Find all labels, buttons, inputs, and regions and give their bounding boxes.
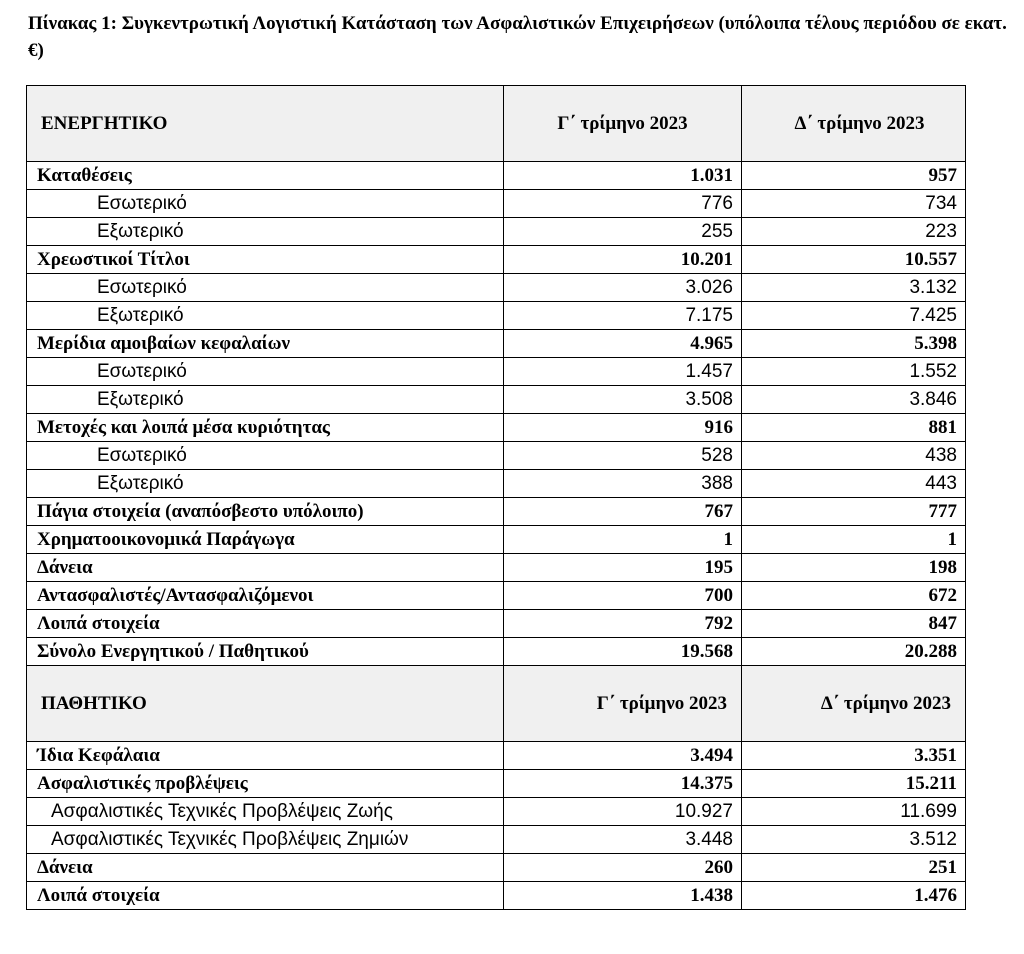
assets-row-q4-value: 7.425 (742, 302, 966, 330)
assets-row (27, 246, 966, 274)
assets-row (27, 442, 966, 470)
liabilities-row-q4-value: 3.512 (742, 826, 966, 854)
assets-row-label: Εξωτερικό (27, 302, 504, 330)
assets-row-q3-value: 388 (504, 470, 742, 498)
liabilities-row (27, 770, 966, 798)
assets-row (27, 274, 966, 302)
assets-row (27, 414, 966, 442)
assets-row-label: Εσωτερικό (27, 358, 504, 386)
assets-row (27, 554, 966, 582)
assets-row-q4-value: 3.846 (742, 386, 966, 414)
assets-row (27, 218, 966, 246)
assets-row-q3-value: 767 (504, 498, 742, 526)
liabilities-row-label: Λοιπά στοιχεία (27, 882, 504, 910)
assets-row-label: Μετοχές και λοιπά μέσα κυριότητας (27, 414, 504, 442)
assets-header-row (27, 86, 966, 162)
assets-row (27, 162, 966, 190)
liabilities-row (27, 798, 966, 826)
liabilities-row-q4-value: 3.351 (742, 742, 966, 770)
assets-row-q4-value: 198 (742, 554, 966, 582)
assets-row-label: Καταθέσεις (27, 162, 504, 190)
assets-header-q4: Δ΄ τρίμηνο 2023 (742, 86, 966, 162)
assets-row-q4-value: 223 (742, 218, 966, 246)
liabilities-row-q4-value: 251 (742, 854, 966, 882)
assets-header-q3: Γ΄ τρίμηνο 2023 (504, 86, 742, 162)
assets-row (27, 358, 966, 386)
liabilities-row-q3-value: 3.494 (504, 742, 742, 770)
assets-row-label: Εσωτερικό (27, 190, 504, 218)
assets-row-q4-value: 438 (742, 442, 966, 470)
assets-row-label: Πάγια στοιχεία (αναπόσβεστο υπόλοιπο) (27, 498, 504, 526)
liabilities-row-label: Ίδια Κεφάλαια (27, 742, 504, 770)
assets-row-label: Εξωτερικό (27, 386, 504, 414)
assets-row-label: Μερίδια αμοιβαίων κεφαλαίων (27, 330, 504, 358)
table-caption: Πίνακας 1: Συγκεντρωτική Λογιστική Κατάσταση των Ασφαλιστικών Επιχειρήσεων (υπόλοιπα τέλους περιόδου σε εκατ. €) (28, 13, 1007, 61)
assets-row-q3-value: 776 (504, 190, 742, 218)
assets-row-q3-value: 916 (504, 414, 742, 442)
assets-row (27, 498, 966, 526)
assets-row-label: Χρηματοοικονομικά Παράγωγα (27, 526, 504, 554)
assets-row-q4-value: 443 (742, 470, 966, 498)
assets-row-q4-value: 1.552 (742, 358, 966, 386)
liabilities-row (27, 826, 966, 854)
assets-row-label: Σύνολο Ενεργητικού / Παθητικού (27, 638, 504, 666)
assets-row-q4-value: 777 (742, 498, 966, 526)
liabilities-row-q3-value: 14.375 (504, 770, 742, 798)
assets-header-label: ΕΝΕΡΓΗΤΙΚΟ (27, 86, 504, 162)
assets-row-label: Εξωτερικό (27, 218, 504, 246)
assets-row-label: Δάνεια (27, 554, 504, 582)
assets-row-q4-value: 734 (742, 190, 966, 218)
assets-row (27, 526, 966, 554)
liabilities-header-q4: Δ΄ τρίμηνο 2023 (742, 666, 966, 742)
assets-row (27, 330, 966, 358)
assets-row-label: Αντασφαλιστές/Αντασφαλιζόμενοι (27, 582, 504, 610)
liabilities-row-q4-value: 1.476 (742, 882, 966, 910)
assets-row-q4-value: 957 (742, 162, 966, 190)
assets-row-label: Χρεωστικοί Τίτλοι (27, 246, 504, 274)
assets-row-q4-value: 881 (742, 414, 966, 442)
liabilities-row-label: Ασφαλιστικές Τεχνικές Προβλέψεις Ζημιών (27, 826, 504, 854)
assets-row-q3-value: 19.568 (504, 638, 742, 666)
liabilities-row-q3-value: 10.927 (504, 798, 742, 826)
assets-row-q3-value: 1 (504, 526, 742, 554)
liabilities-header-label: ΠΑΘΗΤΙΚΟ (27, 666, 504, 742)
assets-row-q3-value: 4.965 (504, 330, 742, 358)
liabilities-row-label: Ασφαλιστικές Τεχνικές Προβλέψεις Ζωής (27, 798, 504, 826)
liabilities-row-q4-value: 11.699 (742, 798, 966, 826)
assets-row-label: Εξωτερικό (27, 470, 504, 498)
liabilities-row-q4-value: 15.211 (742, 770, 966, 798)
assets-row-q3-value: 3.026 (504, 274, 742, 302)
assets-row-q3-value: 3.508 (504, 386, 742, 414)
assets-row-label: Εσωτερικό (27, 274, 504, 302)
assets-row-q3-value: 1.031 (504, 162, 742, 190)
assets-row (27, 190, 966, 218)
assets-row-q4-value: 5.398 (742, 330, 966, 358)
assets-row (27, 386, 966, 414)
assets-row (27, 582, 966, 610)
liabilities-row-q3-value: 260 (504, 854, 742, 882)
assets-row-q4-value: 1 (742, 526, 966, 554)
balance-sheet-table (26, 85, 966, 910)
assets-row-q4-value: 20.288 (742, 638, 966, 666)
assets-row-q3-value: 792 (504, 610, 742, 638)
liabilities-row-q3-value: 3.448 (504, 826, 742, 854)
liabilities-row (27, 742, 966, 770)
assets-row-q3-value: 7.175 (504, 302, 742, 330)
assets-row-q4-value: 3.132 (742, 274, 966, 302)
liabilities-row-q3-value: 1.438 (504, 882, 742, 910)
assets-row-label: Εσωτερικό (27, 442, 504, 470)
liabilities-row (27, 854, 966, 882)
assets-row (27, 638, 966, 666)
liabilities-row-label: Ασφαλιστικές προβλέψεις (27, 770, 504, 798)
assets-row-q3-value: 528 (504, 442, 742, 470)
liabilities-header-row (27, 666, 966, 742)
assets-row-q4-value: 672 (742, 582, 966, 610)
assets-row (27, 302, 966, 330)
assets-row (27, 610, 966, 638)
liabilities-header-q3: Γ΄ τρίμηνο 2023 (504, 666, 742, 742)
assets-row-label: Λοιπά στοιχεία (27, 610, 504, 638)
assets-row-q3-value: 195 (504, 554, 742, 582)
assets-row-q4-value: 10.557 (742, 246, 966, 274)
assets-row-q4-value: 847 (742, 610, 966, 638)
assets-row-q3-value: 255 (504, 218, 742, 246)
liabilities-row (27, 882, 966, 910)
assets-row (27, 470, 966, 498)
assets-row-q3-value: 1.457 (504, 358, 742, 386)
liabilities-row-label: Δάνεια (27, 854, 504, 882)
assets-row-q3-value: 700 (504, 582, 742, 610)
assets-row-q3-value: 10.201 (504, 246, 742, 274)
